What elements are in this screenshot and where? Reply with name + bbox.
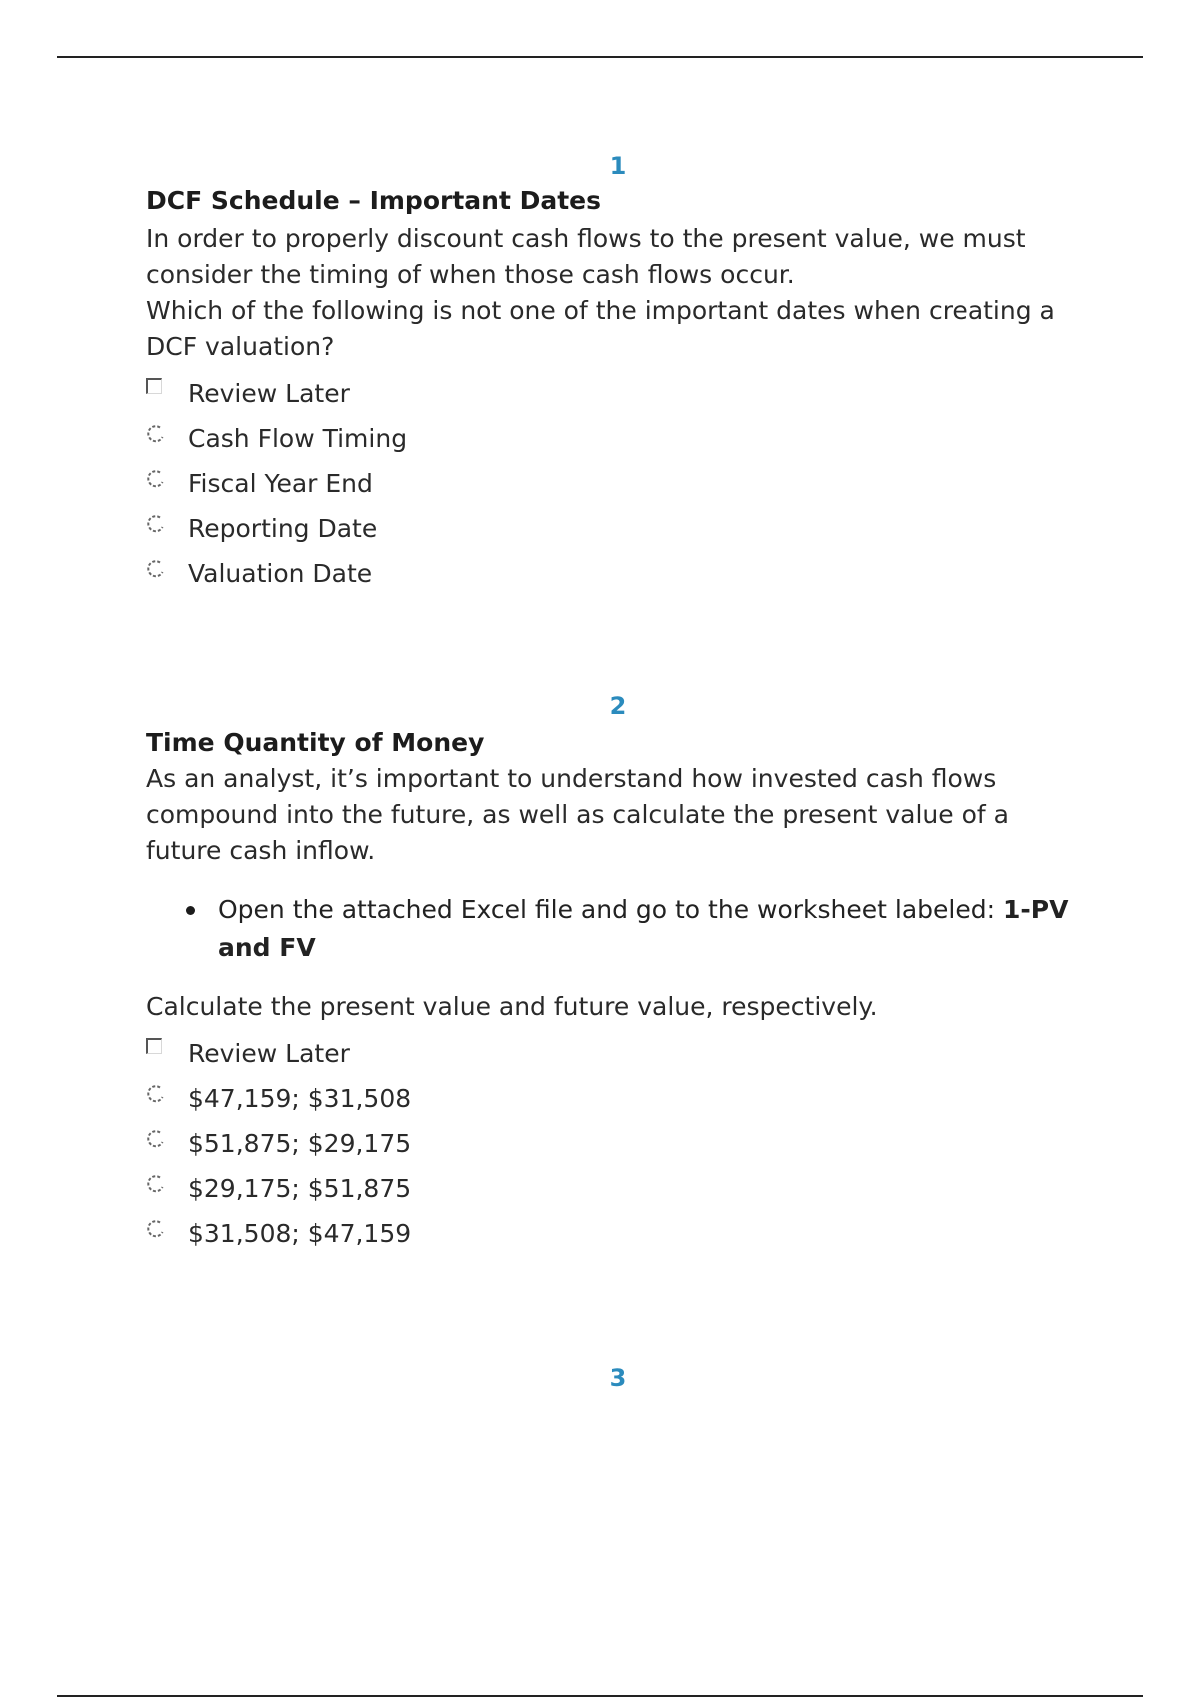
answer-option[interactable]	[146, 416, 1086, 461]
review-later-option[interactable]	[146, 1031, 1086, 1076]
question-1	[146, 185, 1086, 596]
instruction-list	[146, 891, 1086, 967]
answer-option[interactable]	[146, 461, 1086, 506]
answer-option[interactable]	[146, 1121, 1086, 1166]
answer-options	[146, 371, 1086, 596]
worksheet-name: 1-PV and FV	[218, 895, 1069, 962]
radio-button-icon[interactable]	[146, 1219, 166, 1239]
question-title: Time Quantity of Money	[146, 728, 485, 757]
checkbox-icon[interactable]	[146, 378, 162, 394]
review-later-label: Review Later	[188, 1039, 350, 1068]
radio-button-icon[interactable]	[146, 1084, 166, 1104]
radio-button-icon[interactable]	[146, 514, 166, 534]
review-later-option[interactable]	[146, 371, 1086, 416]
answer-option-label: Fiscal Year End	[188, 469, 373, 498]
answer-option[interactable]	[146, 1076, 1086, 1121]
answer-option-label: $31,508; $47,159	[188, 1219, 412, 1248]
radio-button-icon[interactable]	[146, 1129, 166, 1149]
radio-button-icon[interactable]	[146, 424, 166, 444]
answer-option[interactable]	[146, 1211, 1086, 1256]
radio-button-icon[interactable]	[146, 469, 166, 489]
question-prompt: Calculate the present value and future value, respectively.	[146, 992, 878, 1021]
answer-option-label: $29,175; $51,875	[188, 1174, 412, 1203]
answer-option[interactable]	[146, 1166, 1086, 1211]
review-later-label: Review Later	[188, 379, 350, 408]
checkbox-icon[interactable]	[146, 1038, 162, 1054]
question-number-3: 3	[609, 1364, 627, 1392]
question-number-1: 1	[609, 152, 627, 180]
radio-button-icon[interactable]	[146, 1174, 166, 1194]
question-paragraph: As an analyst, it’s important to understand how invested cash flows compound into the future, as well as calculate the present value of a future cash inflow.	[146, 764, 1009, 865]
bullet-icon	[186, 906, 195, 915]
question-number-2: 2	[609, 692, 627, 720]
answer-option-label: $51,875; $29,175	[188, 1129, 412, 1158]
answer-option[interactable]	[146, 551, 1086, 596]
question-2	[146, 727, 1086, 1256]
top-rule	[57, 56, 1143, 58]
question-title: DCF Schedule – Important Dates	[146, 186, 602, 215]
instruction-item	[218, 891, 1086, 967]
question-paragraph: In order to properly discount cash flows to the present value, we must consider the timing of when those cash flows occur.	[146, 224, 1026, 289]
question-prompt: Which of the following is not one of the important dates when creating a DCF valuation?	[146, 296, 1055, 361]
answer-option-label: Reporting Date	[188, 514, 378, 543]
answer-option[interactable]	[146, 506, 1086, 551]
answer-option-label: $47,159; $31,508	[188, 1084, 412, 1113]
answer-options	[146, 1031, 1086, 1256]
answer-option-label: Cash Flow Timing	[188, 424, 408, 453]
radio-button-icon[interactable]	[146, 559, 166, 579]
instruction-text: Open the attached Excel file and go to the worksheet labeled:	[218, 895, 1003, 924]
answer-option-label: Valuation Date	[188, 559, 373, 588]
bottom-rule	[57, 1695, 1143, 1697]
